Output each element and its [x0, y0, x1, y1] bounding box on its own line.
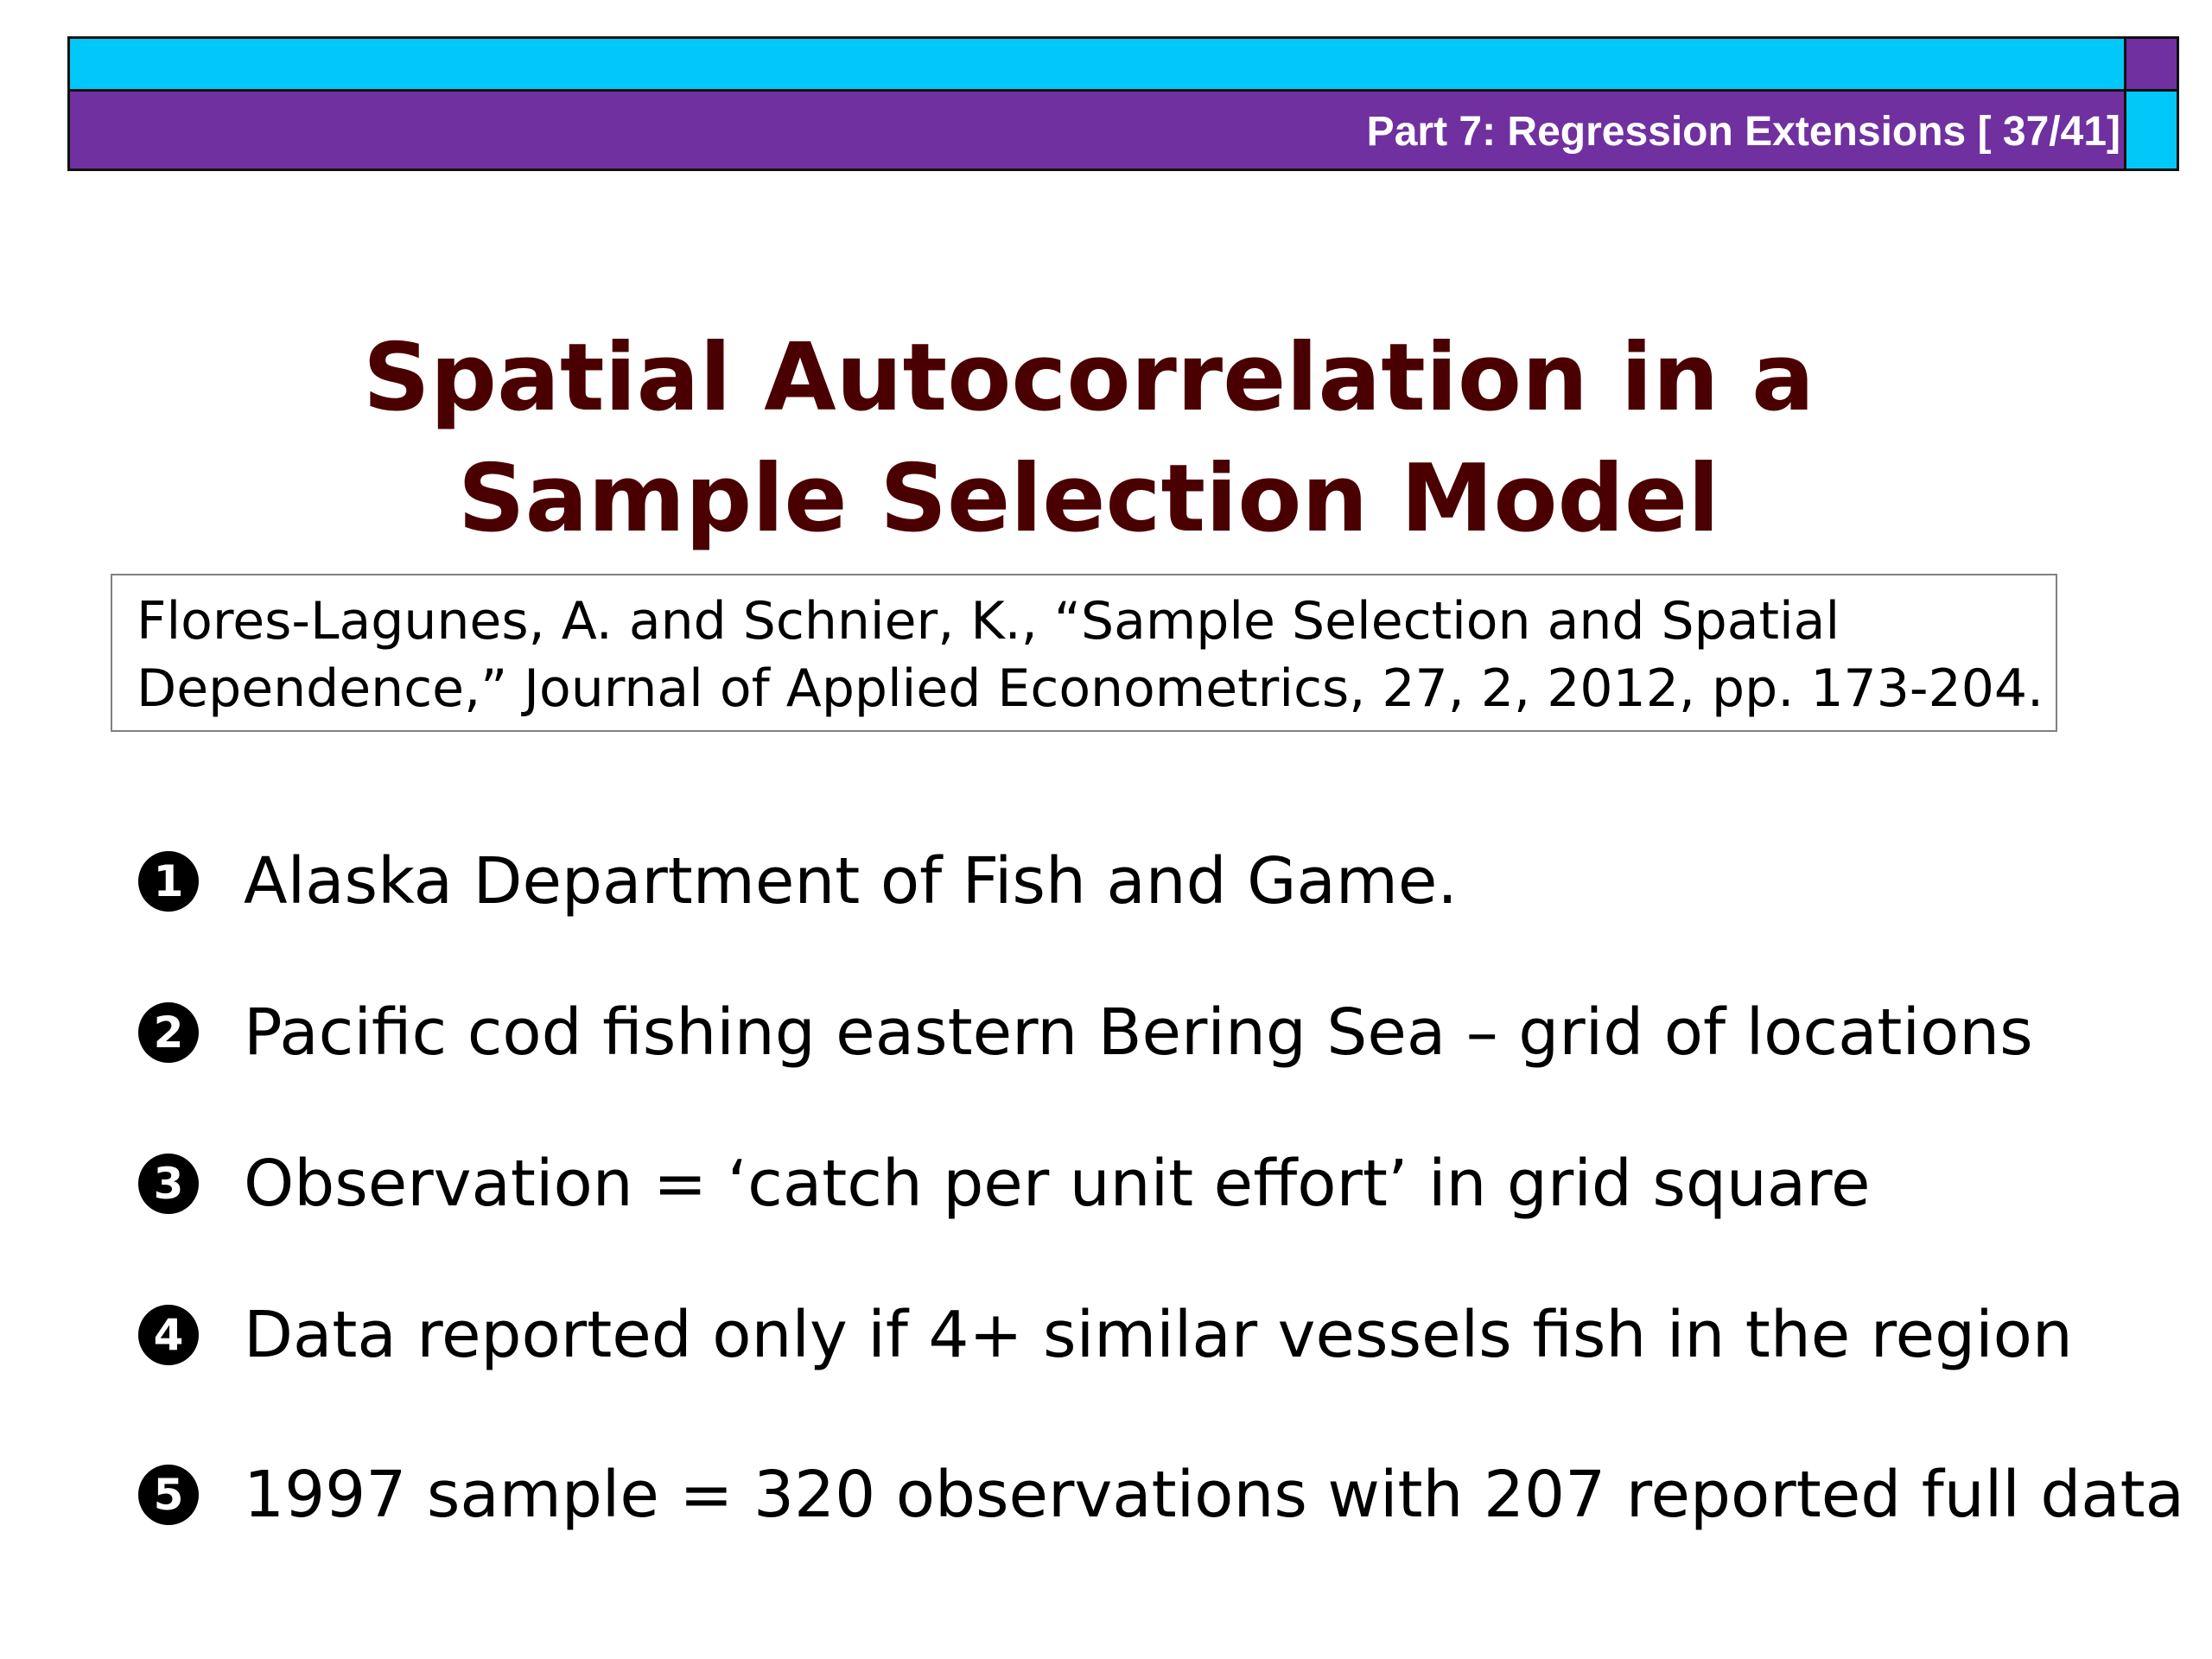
citation-box [111, 574, 2057, 732]
bullet-item-4 [138, 1287, 2073, 1382]
header-corner-bottom [2124, 92, 2179, 171]
bullet-number-2-icon: 2 [138, 1002, 199, 1063]
bullet-item-1 [138, 834, 1458, 929]
bullet-number-3-icon: 3 [138, 1154, 199, 1214]
bullet-number-4-icon: 4 [138, 1305, 199, 1365]
bullet-item-3 [138, 1136, 1870, 1231]
bullet-text-1: Alaska Department of Fish and Game. [244, 844, 1458, 918]
bullet-item-2 [138, 985, 2033, 1080]
citation-line-2: Dependence,” Journal of Applied Econometrics, 27, 2, 2012, pp. 173-204. [137, 658, 2044, 719]
section-label: Part 7: Regression Extensions [ 37/41] [1366, 109, 2120, 155]
slide-title [138, 318, 2039, 560]
bullet-number-5-icon: 5 [138, 1465, 199, 1525]
slide-title-line-1: Spatial Autocorrelation in a [362, 324, 1815, 432]
bullet-number-1-icon: 1 [138, 851, 199, 912]
bullet-item-5 [138, 1447, 2184, 1542]
header-corner-top [2124, 36, 2179, 92]
bullet-text-2: Pacific cod fishing eastern Bering Sea – grid of locations [244, 995, 2033, 1070]
bullet-text-5: 1997 sample = 320 observations with 207 reported full data [244, 1458, 2185, 1532]
slide-title-line-2: Sample Selection Model [457, 445, 1720, 553]
header-bar-top [67, 36, 2126, 92]
bullet-text-4: Data reported only if 4+ similar vessels fish in the region [244, 1298, 2073, 1372]
citation-line-1: Flores-Lagunes, A. and Schnier, K., “Sample Selection and Spatial [137, 591, 1840, 652]
bullet-text-3: Observation = ‘catch per unit effort’ in grid square [244, 1147, 1871, 1221]
